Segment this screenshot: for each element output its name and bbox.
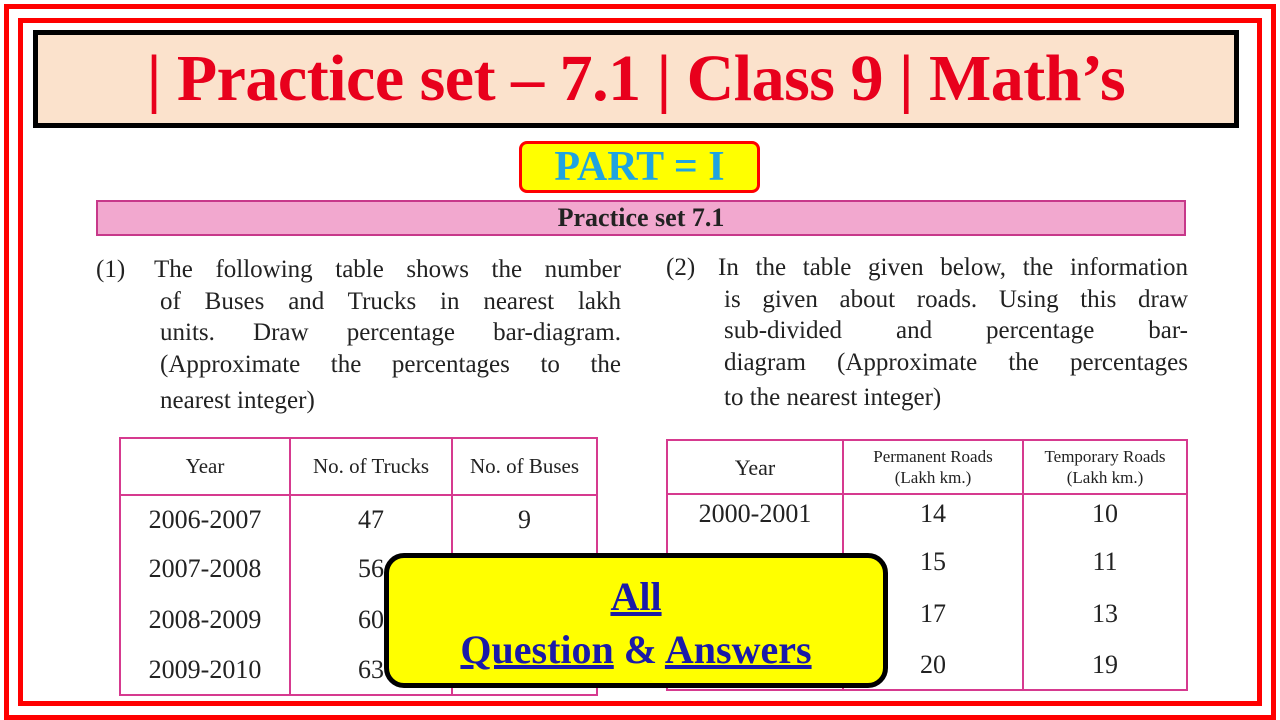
table-header: No. of Buses	[452, 438, 597, 495]
all-question-answers-badge	[384, 553, 888, 688]
badge-answers-text: Answers	[664, 627, 812, 672]
table-cell: 13	[1023, 588, 1187, 640]
table-cell: 10	[1023, 494, 1187, 536]
table-row	[120, 495, 597, 543]
table-header: Permanent Roads (Lakh km.)	[843, 440, 1023, 494]
table-cell: 63	[290, 645, 452, 695]
question-1	[96, 254, 622, 414]
title-banner	[33, 30, 1239, 128]
badge-ampersand: &	[623, 627, 658, 672]
question-1-line: (Approximate the percentages to the	[160, 350, 621, 378]
question-1-line: nearest integer)	[160, 387, 315, 414]
section-heading: Practice set 7.1	[96, 200, 1186, 236]
question-1-line: units. Draw percentage bar-diagram.	[160, 319, 621, 346]
title-text: | Practice set – 7.1 | Class 9 | Math’s	[146, 42, 1126, 115]
badge-all-text: All	[610, 574, 662, 619]
question-2-line: sub-divided and percentage bar-	[724, 317, 1188, 344]
table-cell: 2000-2001	[667, 494, 843, 536]
question-2	[666, 252, 1190, 412]
part-label: PART = I	[519, 141, 760, 193]
table-header: No. of Trucks	[290, 438, 452, 495]
question-1-line: The following table shows the number	[154, 256, 621, 283]
question-2-line: is given about roads. Using this draw	[724, 285, 1188, 313]
table-cell: 15	[843, 536, 1023, 588]
table-header: Year	[667, 440, 843, 494]
table-cell: 14	[843, 494, 1023, 536]
table-row	[667, 494, 1187, 536]
table-cell: 17	[843, 588, 1023, 640]
table-cell: 19	[1023, 640, 1187, 690]
table-cell: 2006-2007	[120, 495, 290, 543]
table-header: Temporary Roads (Lakh km.)	[1023, 440, 1187, 494]
question-1-number: (1)	[96, 256, 126, 283]
table-cell: 56	[290, 543, 452, 595]
badge-question-text: Question	[460, 627, 614, 672]
question-2-line: In the table given below, the information	[718, 254, 1188, 281]
table-cell: 47	[290, 495, 452, 543]
question-2-line: to the nearest integer)	[724, 384, 942, 411]
question-2-line: diagram (Approximate the percentages	[724, 348, 1188, 376]
table-cell: 11	[1023, 536, 1187, 588]
table-cell: 2007-2008	[120, 543, 290, 595]
table-cell: 2009-2010	[120, 645, 290, 695]
table-cell: 2008-2009	[120, 595, 290, 645]
question-2-number: (2)	[666, 254, 696, 281]
question-1-line: of Buses and Trucks in nearest lakh	[160, 287, 621, 315]
table-header: Year	[120, 438, 290, 495]
table-cell: 60	[290, 595, 452, 645]
table-cell: 9	[452, 495, 597, 543]
table-cell: 20	[843, 640, 1023, 690]
